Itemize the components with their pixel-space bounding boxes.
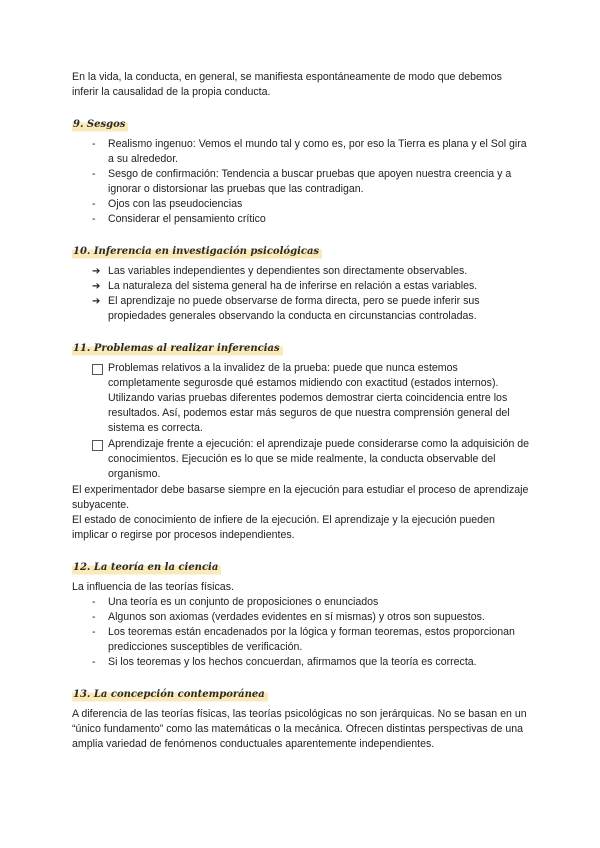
dash-bullet: - xyxy=(92,213,96,225)
list-item: Problemas relativos a la invalidez de la prueba: puede que nunca estemos completamente segurosde qué estamos midiendo con exactitud (estados internos). Utilizando varias pruebas diferentes podemos demostrar cierta coincidencia entre los resultados. Así, podemos estar más seguros de que nuestra comprensión general del sistema es correcta. xyxy=(72,361,530,436)
arrow-icon: ➔ xyxy=(92,296,101,307)
arrow-icon: ➔ xyxy=(92,266,101,277)
section-inferencia xyxy=(72,244,530,324)
dash-bullet: - xyxy=(92,611,96,623)
document-body xyxy=(72,70,530,752)
list-item: - Una teoría es un conjunto de proposiciones o enunciados xyxy=(92,596,379,608)
list-item: - Sesgo de confirmación: Tendencia a buscar pruebas que apoyen nuestra creencia y a ignorar o distorsionar las pruebas que las contradigan. xyxy=(92,168,512,195)
dash-bullet: - xyxy=(92,138,96,150)
checkbox-list xyxy=(72,361,530,482)
dash-bullet: - xyxy=(92,656,96,668)
dash-bullet: - xyxy=(92,168,96,180)
list-item: - Ojos con las pseudociencias xyxy=(92,198,243,210)
list-item: - Algunos son axiomas (verdades evidentes en sí mismas) y otros son supuestos. xyxy=(92,611,485,623)
section-sesgos xyxy=(72,117,530,227)
bullet-list xyxy=(72,137,530,227)
intro-paragraph: En la vida, la conducta, en general, se manifiesta espontáneamente de modo que debemos inferir la causalidad de la propia conducta. xyxy=(72,71,502,98)
dash-bullet: - xyxy=(92,626,96,638)
checkbox[interactable] xyxy=(92,440,103,451)
section-heading: 13. La concepción contemporánea xyxy=(72,687,268,703)
list-item: ➔ El aprendizaje no puede observarse de forma directa, pero se puede inferir sus propiedades generales observando la conducta en circunstancias controladas. xyxy=(92,295,480,322)
paragraph: La influencia de las teorías físicas. xyxy=(72,581,234,593)
arrow-list xyxy=(72,264,530,324)
list-item: Aprendizaje frente a ejecución: el aprendizaje puede considerarse como la adquisición de conocimientos. Ejecución es lo que se mide realmente, la conducta observable del organismo. xyxy=(72,437,530,482)
section-heading: 11. Problemas al realizar inferencias xyxy=(72,341,283,357)
paragraph: El estado de conocimiento de infiere de la ejecución. El aprendizaje y la ejecución pueden implicar o regirse por procesos independientes. xyxy=(72,514,495,541)
section-concepcion xyxy=(72,687,530,752)
checkbox[interactable] xyxy=(92,364,103,375)
list-item: ➔ La naturaleza del sistema general ha de inferirse en relación a estas variables. xyxy=(92,280,478,292)
list-item: - Los teoremas están encadenados por la lógica y forman teoremas, estos proporcionan predicciones susceptibles de verificación. xyxy=(92,626,515,653)
arrow-icon: ➔ xyxy=(92,281,101,292)
list-item: ➔ Las variables independientes y dependientes son directamente observables. xyxy=(92,265,468,277)
dash-bullet: - xyxy=(92,198,96,210)
paragraph: A diferencia de las teorías físicas, las teorías psicológicas no son jerárquicas. No se basan en un “único fundamento” como las matemáticas o la mecánica. Ofrecen distintas perspectivas de una amplia variedad de fenómenos conductuales aparentemente independientes. xyxy=(72,708,527,750)
section-heading: 9. Sesgos xyxy=(72,117,128,133)
section-teoria xyxy=(72,560,530,670)
dash-bullet: - xyxy=(92,596,96,608)
paragraph: El experimentador debe basarse siempre en la ejecución para estudiar el proceso de aprendizaje subyacente. xyxy=(72,484,529,511)
section-problemas xyxy=(72,341,530,543)
list-item: - Si los teoremas y los hechos concuerdan, afirmamos que la teoría es correcta. xyxy=(92,656,477,668)
list-item: - Considerar el pensamiento crítico xyxy=(92,213,266,225)
bullet-list xyxy=(72,595,530,670)
section-heading: 12. La teoría en la ciencia xyxy=(72,560,221,576)
list-item: - Realismo ingenuo: Vemos el mundo tal y como es, por eso la Tierra es plana y el Sol gira a su alrededor. xyxy=(92,138,527,165)
section-heading: 10. Inferencia en investigación psicológicas xyxy=(72,244,322,260)
